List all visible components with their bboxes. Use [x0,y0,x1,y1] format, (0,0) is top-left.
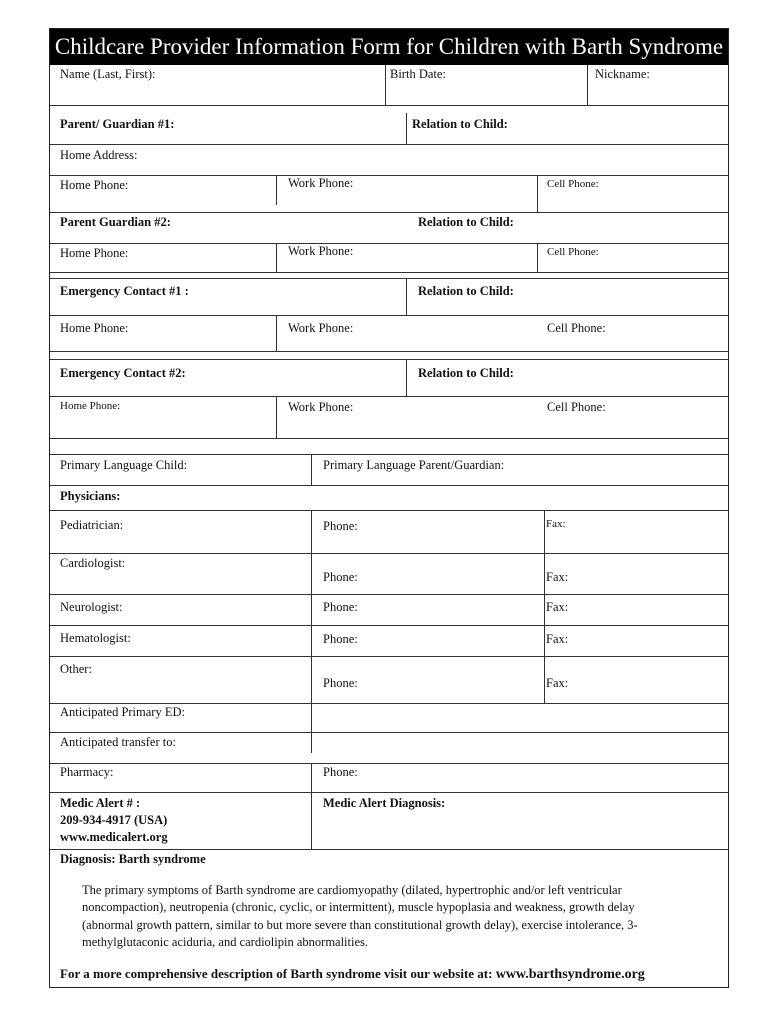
parent1-home-phone-field[interactable] [50,176,276,212]
neurologist-label: Neurologist: [60,600,123,614]
pediatrician-phone-label: Phone: [323,519,358,533]
hematologist-phone-label: Phone: [323,632,358,646]
pediatrician-field[interactable] [50,511,311,553]
divider [50,849,728,850]
footer-text: For a more comprehensive description of Barth syndrome visit our website at: [60,966,493,981]
parent2-home-phone-label: Home Phone: [60,246,129,260]
parent1-work-phone-label: Work Phone: [288,176,354,190]
neurologist-fax-label: Fax: [546,600,569,614]
parent2-work-phone-label: Work Phone: [288,244,354,258]
anticipated-transfer-label: Anticipated transfer to: [60,735,176,749]
cardiologist-phone-field[interactable] [312,554,544,594]
parent1-home-phone-label: Home Phone: [60,178,129,192]
emergency1-work-phone-field[interactable] [277,316,537,351]
diagnosis-description: The primary symptoms of Barth syndrome are cardiomyopathy (dilated, hypertrophic and/or left ventricular noncompaction), neutropenia (chronic, cyclic, or intermittent), muscle hypoplasia and weakness, growth delay (abnormal growth pattern, similar to but more severe than constitutional growth delay), exercise intolerance, 3-methylglutaconic aciduria, and cardiolipin abnormalities. [82,883,638,949]
parent1-field[interactable] [50,106,406,144]
parent1-relation-field[interactable] [407,106,730,144]
parent2-cell-phone-field[interactable] [538,244,730,272]
pharmacy-field[interactable] [50,764,311,792]
emergency2-work-phone-label: Work Phone: [288,400,354,414]
emergency1-work-phone-label: Work Phone: [288,321,354,335]
pediatrician-fax-field[interactable] [545,511,730,553]
divider [50,438,728,439]
anticipated-transfer-field[interactable] [50,733,730,763]
emergency2-label: Emergency Contact #2: [60,366,186,380]
other-phone-field[interactable] [312,657,544,703]
parent2-relation-label: Relation to Child: [418,215,514,229]
hematologist-fax-field[interactable] [545,626,730,656]
emergency1-relation-label: Relation to Child: [418,284,514,298]
anticipated-ed-field[interactable] [50,704,730,732]
emergency2-relation-label: Relation to Child: [418,366,514,380]
parent2-label: Parent Guardian #2: [60,215,171,229]
cardiologist-label: Cardiologist: [60,556,126,570]
cardiologist-fax-label: Fax: [546,570,569,584]
emergency1-label: Emergency Contact #1 : [60,284,189,298]
parent2-home-phone-field[interactable] [50,244,276,272]
other-physician-label: Other: [60,662,92,676]
parent2-cell-phone-label: Cell Phone: [547,246,599,258]
medic-alert-field[interactable] [50,793,311,849]
parent1-work-phone-field[interactable] [277,176,537,212]
pharmacy-phone-label: Phone: [323,765,358,779]
other-fax-field[interactable] [545,657,730,703]
home-address-field[interactable] [50,145,730,175]
divider [50,351,728,352]
pharmacy-label: Pharmacy: [60,765,114,779]
home-address-label: Home Address: [60,148,138,162]
other-physician-field[interactable] [50,657,311,703]
medic-alert-diagnosis-field[interactable] [312,793,730,849]
primary-lang-parent-label: Primary Language Parent/Guardian: [323,458,505,472]
primary-lang-parent-field[interactable] [312,455,730,485]
diagnosis-heading: Diagnosis: Barth syndrome [60,852,206,866]
other-fax-label: Fax: [546,676,569,690]
anticipated-ed-label: Anticipated Primary ED: [60,705,185,719]
divider [50,272,728,273]
parent1-relation-label: Relation to Child: [412,117,508,131]
primary-lang-child-field[interactable] [50,455,311,485]
physicians-heading: Physicians: [60,489,121,503]
form-title: Childcare Provider Information Form for Children with Barth Syndrome [50,29,728,65]
website-link[interactable]: www.barthsyndrome.org [495,967,645,982]
emergency2-relation-field[interactable] [407,360,730,396]
emergency2-cell-phone-field[interactable] [538,397,730,438]
pediatrician-label: Pediatrician: [60,518,124,532]
emergency1-cell-phone-label: Cell Phone: [547,321,606,335]
medic-alert-diagnosis-label: Medic Alert Diagnosis: [323,796,446,810]
emergency1-home-phone-field[interactable] [50,316,276,351]
emergency1-cell-phone-field[interactable] [538,316,730,351]
emergency2-work-phone-field[interactable] [277,397,537,438]
medic-alert-website: www.medicalert.org [60,830,168,844]
medic-alert-label: Medic Alert # : [60,796,141,810]
birth-date-field[interactable] [386,65,587,105]
neurologist-phone-field[interactable] [312,595,544,625]
parent2-field[interactable] [50,213,410,243]
medic-alert-phone: 209-934-4917 (USA) [60,813,168,827]
birth-date-label: Birth Date: [390,67,446,81]
neurologist-phone-label: Phone: [323,600,358,614]
childcare-form [49,28,729,988]
emergency1-field[interactable] [50,279,406,315]
emergency1-home-phone-label: Home Phone: [60,321,129,335]
parent1-label: Parent/ Guardian #1: [60,117,175,131]
cardiologist-field[interactable] [50,554,311,594]
parent1-cell-phone-label: Cell Phone: [547,178,599,190]
other-phone-label: Phone: [323,676,358,690]
nickname-field[interactable] [588,65,730,105]
parent2-work-phone-field[interactable] [277,244,537,272]
hematologist-fax-label: Fax: [546,632,569,646]
emergency1-relation-field[interactable] [407,279,730,315]
parent2-relation-field[interactable] [410,213,730,243]
cardiologist-phone-label: Phone: [323,570,358,584]
divider [50,485,728,486]
nickname-label: Nickname: [595,67,650,81]
emergency2-field[interactable] [50,360,406,396]
emergency2-home-phone-label: Home Phone: [60,400,121,412]
footer-note [60,966,645,983]
pediatrician-fax-label: Fax: [546,518,566,530]
parent1-cell-phone-field[interactable] [538,176,730,212]
emergency2-cell-phone-label: Cell Phone: [547,400,606,414]
neurologist-fax-field[interactable] [545,595,730,625]
emergency2-home-phone-field[interactable] [50,397,276,438]
hematologist-phone-field[interactable] [312,626,544,656]
name-label: Name (Last, First): [60,67,156,81]
hematologist-label: Hematologist: [60,631,131,645]
primary-lang-child-label: Primary Language Child: [60,458,188,472]
name-field[interactable] [50,65,385,105]
cardiologist-fax-field[interactable] [545,554,730,594]
pediatrician-phone-field[interactable] [312,511,544,553]
neurologist-field[interactable] [50,595,311,625]
pharmacy-phone-field[interactable] [312,764,730,792]
hematologist-field[interactable] [50,626,311,656]
